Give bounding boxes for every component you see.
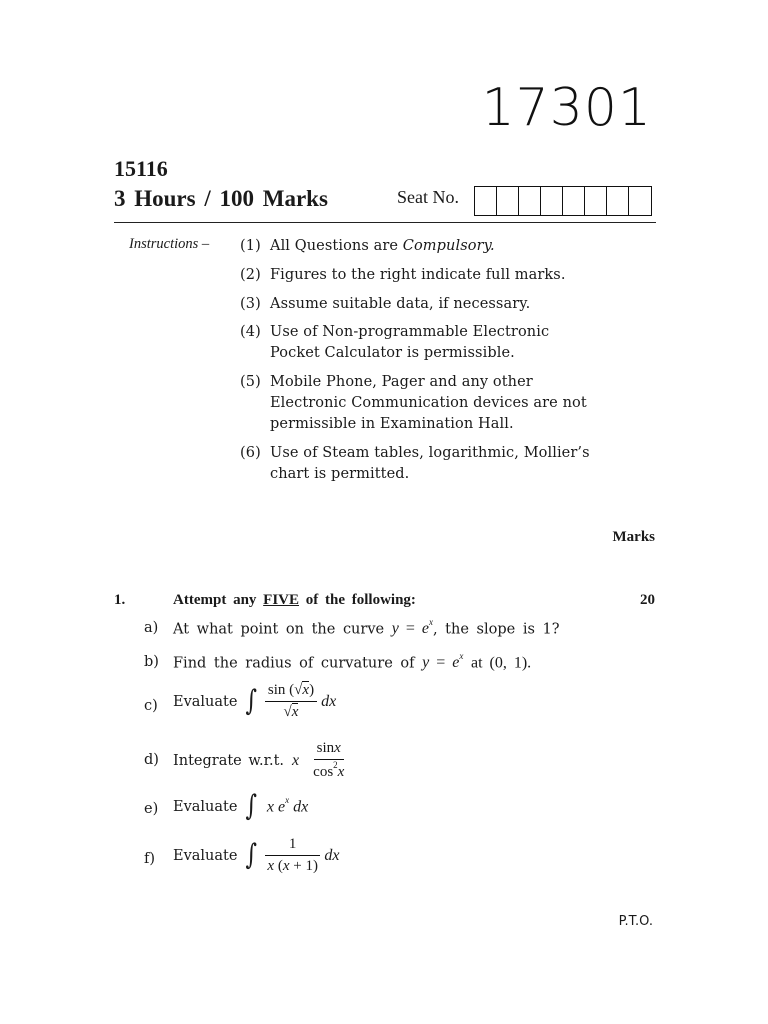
instruction-text: Assume suitable data, if necessary. — [270, 296, 531, 312]
part-letter: d) — [144, 752, 159, 768]
part-letter: c) — [144, 698, 158, 714]
equation: $y = e^x$ — [391, 617, 433, 638]
instruction-number: (4) — [240, 324, 261, 340]
instruction-number: (1) — [240, 238, 261, 254]
question-part-e: Evaluate ∫ x $e^x$ dx — [173, 790, 309, 823]
integrand-fraction: $\frac{\sin x}{\cos^2x}$ — [313, 740, 345, 780]
instruction-item — [240, 372, 605, 435]
integral-sign: ∫ — [245, 839, 257, 872]
seat-digit-box[interactable] — [497, 187, 519, 215]
instruction-number: (3) — [240, 296, 261, 312]
question-part-d: Integrate w.r.t. x $\frac{\sin x}{\cos^2x}$ — [173, 740, 345, 780]
exam-duration-marks: 3 Hours / 100 Marks — [114, 186, 328, 211]
instruction-number: (5) — [240, 374, 261, 390]
seat-digit-box[interactable] — [563, 187, 585, 215]
question-instruction: Attempt any FIVE of the following: — [173, 592, 416, 608]
part-letter: e) — [144, 801, 159, 817]
part-letter: a) — [144, 620, 159, 636]
instruction-text: Use of Non-programmable Electronic Pocket Calculator is permissible. — [270, 324, 550, 361]
seat-digit-box[interactable] — [475, 187, 497, 215]
seat-digit-box[interactable] — [585, 187, 607, 215]
seat-number-label: Seat No. — [397, 187, 459, 207]
integrand-fraction: $\frac{1}{x (x + 1)}$ — [265, 836, 321, 875]
equation: $y = e^x$ — [422, 651, 464, 672]
instruction-text: Figures to the right indicate full marks. — [270, 267, 566, 283]
instruction-number: (6) — [240, 445, 261, 461]
header-divider — [114, 222, 656, 223]
instruction-emphasis: Compulsory. — [402, 238, 495, 254]
instruction-item — [240, 294, 620, 315]
integrand-fraction: $\frac{\sin (√x)}{√x}$ — [265, 682, 317, 721]
instruction-item — [240, 265, 620, 286]
question-part-b: Find the radius of curvature of $y = e^x$ at (0, 1). — [173, 651, 532, 672]
seat-digit-box[interactable] — [607, 187, 629, 215]
seat-number-boxes[interactable] — [474, 186, 652, 216]
instruction-text: Use of Steam tables, logarithmic, Mollier’s chart is permitted. — [270, 445, 590, 482]
seat-digit-box[interactable] — [541, 187, 563, 215]
part-letter: b) — [144, 654, 159, 670]
seat-digit-box[interactable] — [519, 187, 541, 215]
question-part-f: Evaluate ∫ $\frac{1}{x (x + 1)}$ dx — [173, 836, 340, 874]
instruction-text: Mobile Phone, Pager and any other Electronic Communication devices are not permissible in Examination Hall. — [270, 374, 587, 432]
part-letter: f) — [144, 851, 156, 867]
instruction-number: (2) — [240, 267, 261, 283]
question-number: 1. — [114, 592, 126, 608]
integral-sign: ∫ — [245, 790, 257, 823]
instruction-text: All Questions are — [270, 238, 403, 254]
paper-code: 17301 — [481, 78, 652, 138]
question-part-a: At what point on the curve $y = e^x$, the slope is 1? — [173, 617, 560, 638]
seat-digit-box[interactable] — [629, 187, 651, 215]
exam-code: 15116 — [114, 156, 168, 181]
instructions-label: Instructions – — [129, 236, 210, 252]
question-count: FIVE — [263, 592, 299, 608]
question-marks: 20 — [640, 592, 655, 608]
pto-footer: P.T.O. — [618, 914, 653, 929]
marks-column-heading: Marks — [612, 529, 655, 545]
question-part-c: Evaluate ∫ $\frac{\sin (√x)}{√x}$ dx — [173, 682, 337, 720]
integral-sign: ∫ — [245, 685, 257, 718]
instruction-item — [240, 236, 620, 257]
instruction-item — [240, 443, 620, 485]
instruction-item — [240, 322, 600, 364]
